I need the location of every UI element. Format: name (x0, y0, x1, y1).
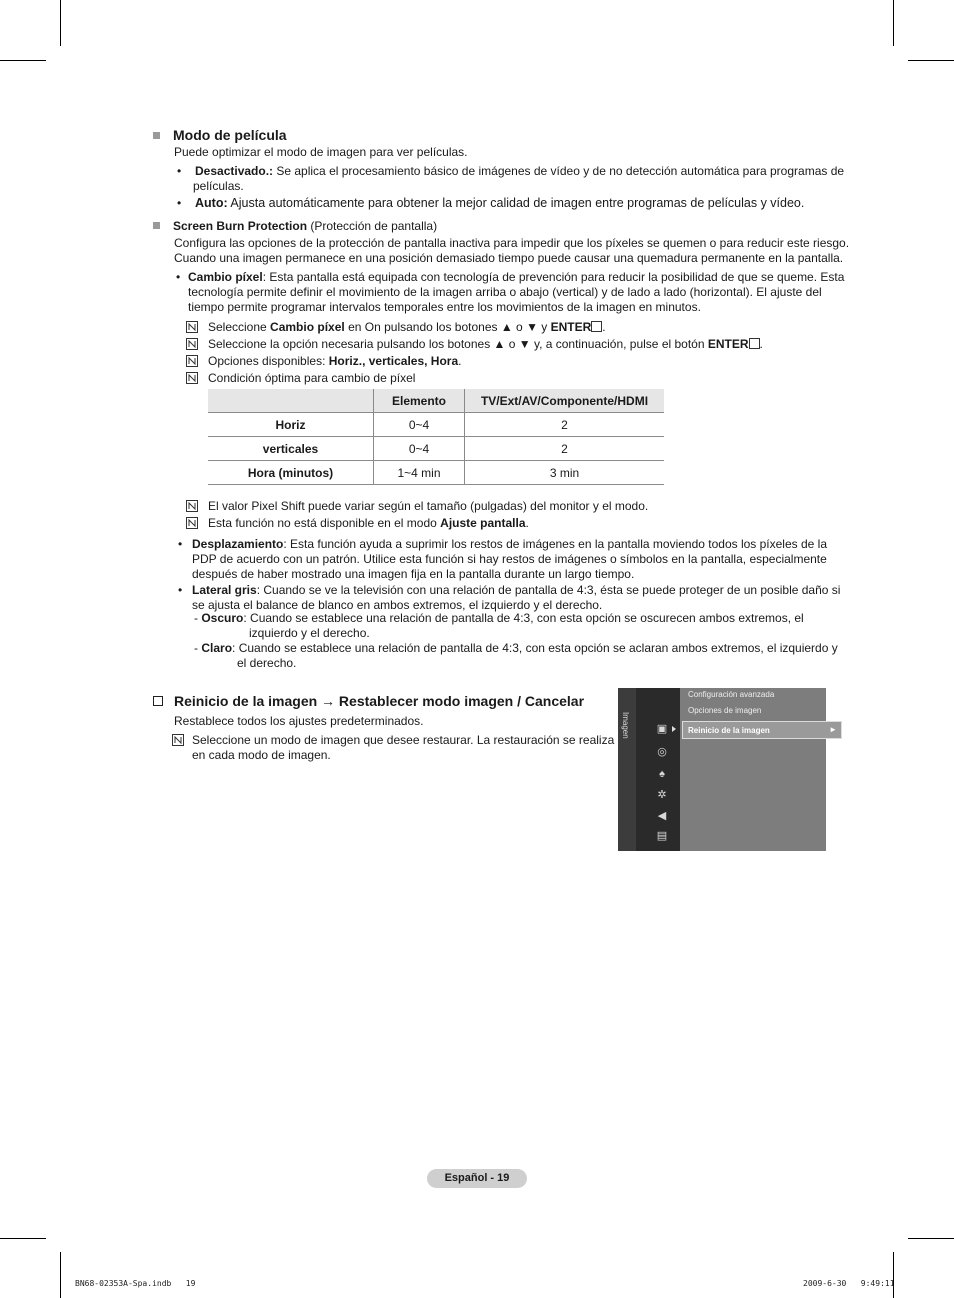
pixel-shift-l3: tiempo permite programar intervalos temporales entre los movimientos de la imagen en minutos. (188, 300, 701, 314)
table-row (208, 461, 664, 485)
square-bullet-icon (153, 222, 160, 229)
table-cell: 2 (465, 413, 665, 437)
bullet-dot-icon: • (177, 196, 182, 210)
application-icon[interactable]: ▤ (656, 830, 668, 842)
burn-p1: Configura las opciones de la protección de pantalla inactiva para impedir que los píxeles se quemen o para reducir este riesgo. (174, 236, 850, 250)
table-cell: 1~4 min (374, 461, 465, 485)
osd-pointer-icon (672, 726, 676, 732)
print-timestamp: 2009-6-30 9:49:11 (803, 1279, 895, 1288)
osd-item[interactable]: Opciones de imagen (688, 706, 762, 715)
burn-p2: Cuando una imagen permanece en una posición demasiado tiempo puede causar una quemadura permanente en la pantalla. (174, 251, 844, 265)
crop-mark (893, 1252, 894, 1298)
input-icon[interactable]: ◀ (657, 810, 667, 822)
picture-reset-note: Seleccione un modo de imagen que desee restaurar. La restauración se realiza (192, 733, 615, 747)
bullet-dot-icon: • (178, 583, 183, 597)
film-mode-off-cont: películas. (193, 179, 244, 193)
film-mode-off-item: Desactivado.: Se aplica el procesamiento básico de imágenes de vídeo y de no detección automática para programas de (195, 164, 845, 178)
note-icon (186, 338, 198, 350)
crop-mark (60, 0, 61, 46)
sound-icon[interactable]: ◎ (657, 746, 667, 758)
table-cell: Hora (minutos) (208, 461, 374, 485)
enter-icon (749, 338, 760, 349)
file-info: BN68-02353A-Spa.indb 19 (75, 1279, 196, 1288)
checkbox-bullet-icon (153, 696, 163, 706)
osd-selected-item[interactable]: Reinicio de la imagen ► (682, 721, 842, 739)
crop-mark (0, 1238, 46, 1239)
table-cell: 0~4 (374, 413, 465, 437)
table-header: Elemento (374, 389, 465, 413)
table-cell: 3 min (465, 461, 665, 485)
note-icon (186, 500, 198, 512)
table-cell: Horiz (208, 413, 374, 437)
picture-reset-heading: Reinicio de la imagen → Restablecer modo imagen / Cancelar (174, 693, 585, 709)
note-icon (186, 321, 198, 333)
page-number-badge: Español - 19 (427, 1169, 527, 1188)
table-header-row (208, 389, 664, 413)
osd-main-panel (680, 688, 837, 851)
light-option-l2: el derecho. (237, 656, 297, 670)
picture-icon[interactable]: ▣ (656, 723, 668, 735)
table-cell: verticales (208, 437, 374, 461)
note-pixel-shift-varies: El valor Pixel Shift puede variar según el tamaño (pulgadas) del monitor y el modo. (208, 499, 649, 513)
bullet-dot-icon: • (176, 270, 181, 284)
side-gray-l2: se ajusta el balance de blanco en ambos extremos, el izquierdo y el derecho. (192, 598, 603, 612)
picture-reset-note-l2: en cada modo de imagen. (192, 748, 331, 762)
square-bullet-icon (153, 132, 160, 139)
pixel-shift-l2: tecnología permite definir el movimiento de la imagen arriba o abajo (vertical) y de lado a lado (horizontal). El ajuste del (188, 285, 822, 299)
note-optimal: Condición óptima para cambio de píxel (208, 371, 416, 385)
light-option: - Claro: Cuando se establece una relación de pantalla de 4:3, con esta opción se aclaran ambos extremos, el izquierdo y (194, 641, 838, 655)
burn-protection-heading: Screen Burn Protection (Protección de pantalla) (153, 219, 437, 234)
picture-reset-intro: Restablece todos los ajustes predeterminados. (174, 714, 424, 728)
table-row (208, 413, 664, 437)
bullet-dot-icon: • (178, 537, 183, 551)
osd-icon-bar (636, 688, 680, 851)
film-mode-auto-item: Auto: Ajusta automáticamente para obtener la mejor calidad de imagen entre programas de películas y vídeo. (195, 196, 805, 210)
film-mode-intro: Puede optimizar el modo de imagen para ver películas. (174, 145, 468, 159)
note-icon (186, 517, 198, 529)
osd-side-label: Imagen (621, 712, 630, 739)
osd-side-bar (618, 688, 636, 851)
note-icon (172, 734, 184, 746)
crop-mark (908, 1238, 954, 1239)
crop-mark (0, 60, 46, 61)
crop-mark (60, 1252, 61, 1298)
film-mode-heading: Modo de película (153, 127, 287, 143)
setup-icon[interactable]: ✲ (657, 789, 667, 801)
note-not-available: Esta función no está disponible en el modo Ajuste pantalla. (208, 516, 529, 530)
scroll-item: Desplazamiento: Esta función ayuda a suprimir los restos de imágenes en la pantalla moviendo todos los píxeles de la (192, 537, 828, 551)
crop-mark (893, 0, 894, 46)
table-cell: 2 (465, 437, 665, 461)
dark-option-l2: izquierdo y el derecho. (249, 626, 370, 640)
pixel-shift-item: Cambio píxel: Esta pantalla está equipada con tecnología de prevención para reducir la posibilidad de que se queme. Esta (188, 270, 845, 284)
osd-item[interactable]: Configuración avanzada (688, 690, 775, 699)
note-options: Opciones disponibles: Horiz., verticales, Hora. (208, 354, 462, 368)
note-select-pixel-shift: Seleccione Cambio píxel en On pulsando los botones ▲ o ▼ y ENTER . (208, 320, 606, 334)
note-icon (186, 372, 198, 384)
note-icon (186, 355, 198, 367)
side-gray-item: Lateral gris: Cuando se ve la televisión con una relación de pantalla de 4:3, ésta se puede proteger de un posible daño si (192, 583, 841, 597)
scroll-l2: PDP de acuerdo con un patrón. Utilice esta función si hay restos de imágenes o símbolos en la pantalla, especialmente (192, 552, 827, 566)
enter-icon (591, 321, 602, 332)
dark-option: - Oscuro: Cuando se establece una relación de pantalla de 4:3, con esta opción se oscurecen ambos extremos, el (194, 611, 804, 625)
bullet-dot-icon: • (177, 164, 182, 178)
scroll-l3: después de haber mostrado una imagen fija en la pantalla durante un largo tiempo. (192, 567, 635, 581)
note-select-option: Seleccione la opción necesaria pulsando los botones ▲ o ▼ y, a continuación, pulse el botón ENTER . (208, 337, 763, 351)
table-cell: 0~4 (374, 437, 465, 461)
channel-icon[interactable]: ♠ (659, 768, 665, 780)
table-header (208, 389, 374, 413)
table-header: TV/Ext/AV/Componente/HDMI (465, 389, 665, 413)
pixel-shift-table (208, 389, 664, 485)
crop-mark (908, 60, 954, 61)
table-row (208, 437, 664, 461)
osd-arrow-right-icon: ► (829, 725, 837, 734)
osd-menu (618, 688, 837, 851)
